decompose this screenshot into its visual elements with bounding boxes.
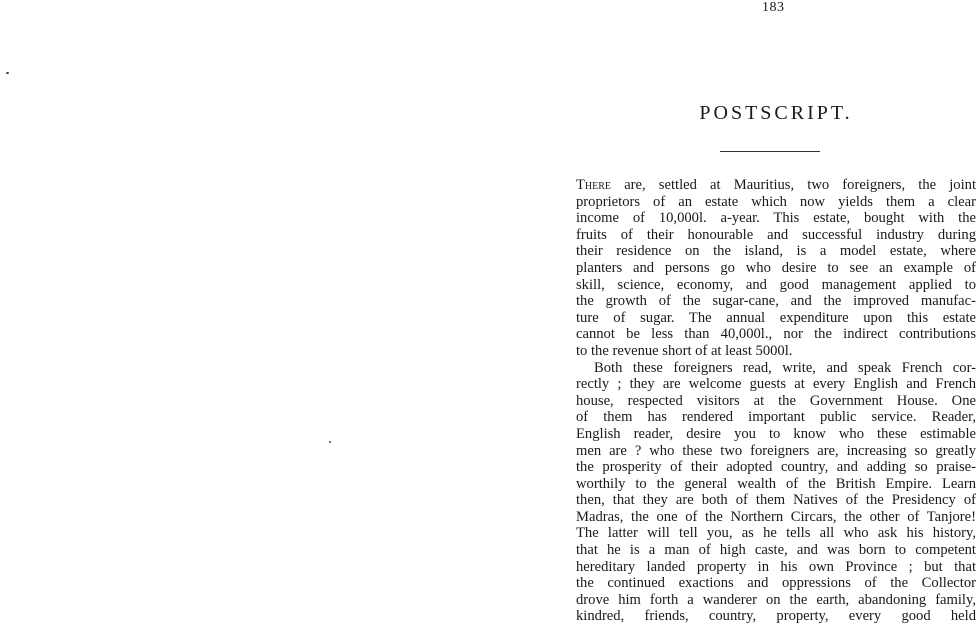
body-text xyxy=(576,177,976,625)
dropcap-word: There xyxy=(576,177,612,193)
text-line: the prosperity of their adopted country, and adding so praise- xyxy=(576,459,976,476)
text-line: then, that they are both of them Natives of the Presidency of xyxy=(576,492,976,509)
ink-speck xyxy=(6,72,9,74)
text-line: planters and persons go who desire to see an example of xyxy=(576,259,976,276)
text-line: Madras, the one of the Northern Circars, the other of Tanjore! xyxy=(576,508,976,525)
text-line: The latter will tell you, as he tells all who ask his history, xyxy=(576,525,976,542)
text-line: English reader, desire you to know who these estimable xyxy=(576,425,976,442)
text-line: cannot be less than 40,000l., nor the indirect contributions xyxy=(576,326,976,343)
text-line: of them has rendered important public service. Reader, xyxy=(576,409,976,426)
text-line: to the revenue short of at least 5000l. xyxy=(576,342,793,359)
text-line: the growth of the sugar-cane, and the improved manufac- xyxy=(576,293,976,310)
text-line: skill, science, economy, and good management applied to xyxy=(576,276,976,293)
text-line: fruits of their honourable and successful industry during xyxy=(576,226,976,243)
text-line: their residence on the island, is a model estate, where xyxy=(576,243,976,260)
text-line: worthily to the general wealth of the British Empire. Learn xyxy=(576,475,976,492)
text-line: that he is a man of high caste, and was born to competent xyxy=(576,542,976,559)
text-line: kindred, friends, country, property, every good held xyxy=(576,608,976,625)
text-line: drove him forth a wanderer on the earth, abandoning family, xyxy=(576,591,976,608)
page-number: 183 xyxy=(762,0,785,15)
chapter-title: POSTSCRIPT. xyxy=(699,102,853,124)
text-line: proprietors of an estate which now yields them a clear xyxy=(576,193,976,210)
title-divider xyxy=(720,151,820,152)
text-line: ture of sugar. The annual expenditure upon this estate xyxy=(576,309,976,326)
text-line: house, respected visitors at the Government House. One xyxy=(576,392,976,409)
text-line: hereditary landed property in his own Province ; but that xyxy=(576,558,976,575)
text-line: income of 10,000l. a-year. This estate, bought with the xyxy=(576,210,976,227)
text-line: There are, settled at Mauritius, two foreigners, the joint xyxy=(576,177,976,193)
text-line: men are ? who these two foreigners are, increasing so greatly xyxy=(576,442,976,459)
text-line: the continued exactions and oppressions of the Collector xyxy=(576,575,976,592)
text-line: Both these foreigners read, write, and speak French cor- xyxy=(594,359,976,376)
ink-speck xyxy=(329,441,331,443)
text-line: rectly ; they are welcome guests at every English and French xyxy=(576,376,976,393)
